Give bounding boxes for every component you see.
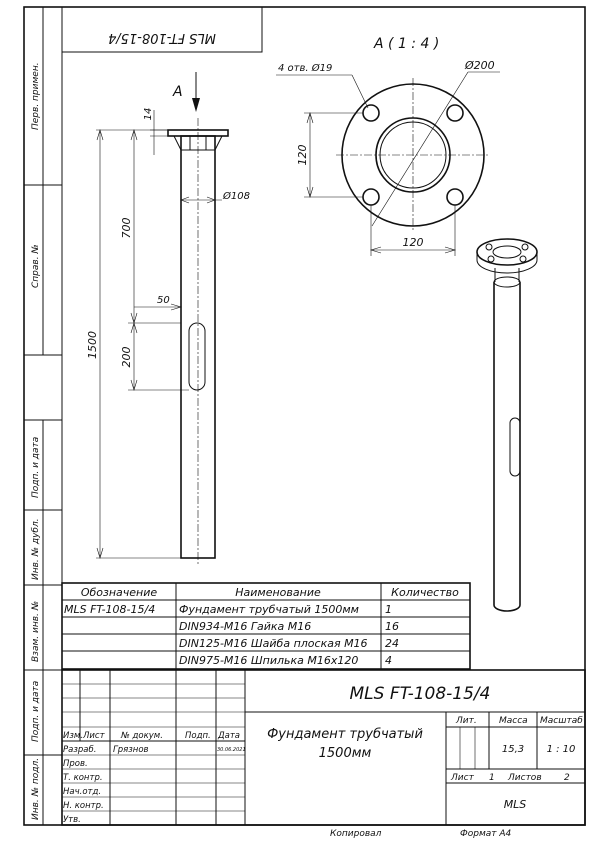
bolt-hole-bl xyxy=(363,189,379,205)
spec-row-4-name: DIN975-M16 Шпилька M16x120 xyxy=(179,654,359,667)
view-arrow-label: A xyxy=(173,84,183,100)
spec-row-1-qty: 1 xyxy=(385,603,392,616)
spec-header-qty: Количество xyxy=(391,586,459,599)
side-label-inv-dubl: Инв. № дубл. xyxy=(31,518,41,580)
tb-sheets-no: 2 xyxy=(564,773,570,783)
top-stamp-code: MLS FT-108-15/4 xyxy=(108,30,216,45)
tb-prov: Пров. xyxy=(63,759,88,769)
tb-razrab-date: 30.06.2021 xyxy=(217,747,246,753)
side-label-perv-primen: Перв. примен. xyxy=(31,62,41,130)
tb-col-podp: Подп. xyxy=(185,731,211,741)
tb-t-kontr: Т. контр. xyxy=(63,773,103,783)
front-view xyxy=(86,72,250,565)
view-a xyxy=(276,36,500,256)
tb-code: MLS FT-108-15/4 xyxy=(349,684,491,704)
bolt-hole-tl xyxy=(363,105,379,121)
tb-col-doc: № докум. xyxy=(121,731,163,741)
spec-row-2-name: DIN934-M16 Гайка M16 xyxy=(179,620,312,633)
dim-120-vertical: 120 xyxy=(296,144,309,166)
dim-700: 700 xyxy=(120,217,133,239)
title-block xyxy=(62,670,585,825)
dim-200: 200 xyxy=(120,346,133,368)
tb-sheet-label: Лист xyxy=(451,773,474,783)
format-label: Формат А4 xyxy=(460,829,512,839)
tb-lit-label: Лит. xyxy=(456,716,477,726)
isometric-view xyxy=(477,239,537,611)
tb-scale-value: 1 : 10 xyxy=(546,744,576,755)
tb-sheet-no: 1 xyxy=(489,773,495,783)
spec-row-3-qty: 24 xyxy=(385,637,399,650)
bolt-hole-br xyxy=(447,189,463,205)
tb-company: MLS xyxy=(503,798,527,811)
tb-utv: Утв. xyxy=(63,815,81,825)
tb-scale-label: Масштаб xyxy=(540,716,583,726)
tb-col-izm: Изм. xyxy=(63,731,83,741)
dim-flange-thickness: 14 xyxy=(143,107,154,121)
dim-flange-diameter: Ø200 xyxy=(465,59,495,72)
side-label-vzam-inv: Взам. инв. № xyxy=(31,600,41,662)
spec-table xyxy=(62,583,470,669)
tb-mass-label: Масса xyxy=(499,716,528,726)
spec-row-2-qty: 16 xyxy=(385,620,399,633)
tb-col-date: Дата xyxy=(218,731,241,741)
side-label-inv-podl: Инв. № подл. xyxy=(31,757,41,820)
dim-50: 50 xyxy=(157,295,170,306)
side-label-podp-data-1: Подп. и дата xyxy=(31,436,41,498)
tb-sheets-label: Листов xyxy=(508,773,542,783)
bolt-hole-tr xyxy=(447,105,463,121)
tb-name-line1: Фундамент трубчатый xyxy=(267,727,423,742)
dim-120-horizontal: 120 xyxy=(402,236,424,249)
spec-row-4-qty: 4 xyxy=(385,654,392,667)
dim-1500: 1500 xyxy=(86,331,99,359)
dim-pipe-diameter: Ø108 xyxy=(223,191,250,202)
view-a-title: A ( 1 : 4 ) xyxy=(374,36,440,52)
cable-slot xyxy=(189,323,205,390)
tb-name-line2: 1500мм xyxy=(318,746,372,761)
tb-razrab-name: Грязнов xyxy=(113,745,149,755)
spec-row-3-name: DIN125-M16 Шайба плоская M16 xyxy=(179,637,368,650)
tb-mass-value: 15,3 xyxy=(501,744,525,755)
tb-col-list: Лист xyxy=(83,731,105,741)
tb-nach-otd: Нач.отд. xyxy=(63,787,102,797)
spec-header-designation: Обозначение xyxy=(80,586,158,599)
copied-label: Копировал xyxy=(330,829,382,839)
spec-header-name: Наименование xyxy=(235,586,321,599)
spec-row-1-name: Фундамент трубчатый 1500мм xyxy=(179,603,359,616)
tb-razrab: Разраб. xyxy=(63,745,97,755)
tb-n-kontr: Н. контр. xyxy=(63,801,104,811)
side-label-sprav-no: Справ. № xyxy=(31,244,41,288)
dim-holes: 4 отв. Ø19 xyxy=(278,63,333,74)
side-label-podp-data-2: Подп. и дата xyxy=(31,680,41,742)
spec-row-1-designation: MLS FT-108-15/4 xyxy=(64,603,156,616)
